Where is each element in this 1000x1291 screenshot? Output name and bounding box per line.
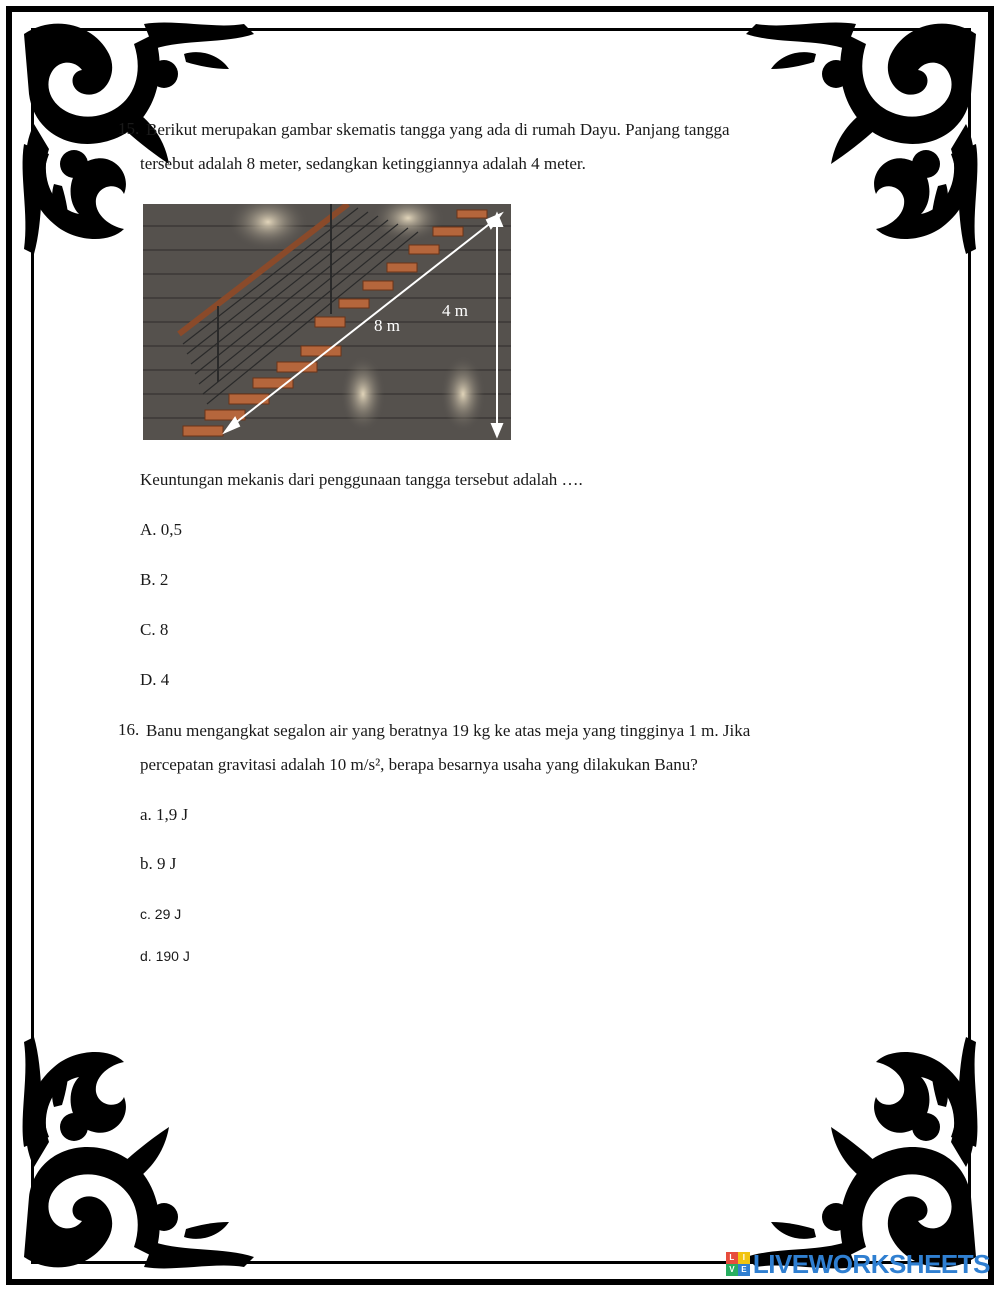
staircase-photo bbox=[143, 204, 511, 440]
liveworksheets-wordmark: LIVEWORKSHEETS bbox=[752, 1248, 990, 1279]
question-16-number: 16. bbox=[118, 720, 140, 739]
question-16-line-2: percepatan gravitasi adalah 10 m/s², berapa besarnya usaha yang dilakukan Banu? bbox=[140, 755, 698, 774]
question-15-prompt: Keuntungan mekanis dari penggunaan tangga tersebut adalah …. bbox=[140, 470, 583, 489]
question-15-line-2: tersebut adalah 8 meter, sedangkan ketinggiannya adalah 4 meter. bbox=[140, 154, 586, 173]
question-15-line-1: Berikut merupakan gambar skematis tangga yang ada di rumah Dayu. Panjang tangga bbox=[146, 120, 730, 139]
question-16-line-1: Banu mengangkat segalon air yang beratnya 19 kg ke atas meja yang tingginya 1 m. Jika bbox=[146, 721, 751, 740]
question-15-option-a[interactable]: A. 0,5 bbox=[140, 520, 183, 539]
question-15-option-d[interactable]: D. 4 bbox=[140, 670, 170, 689]
slope-length-label: 8 m bbox=[374, 316, 400, 335]
liveworksheets-watermark bbox=[726, 1249, 990, 1279]
question-16-option-c[interactable]: c. 29 J bbox=[140, 906, 182, 922]
liveworksheets-logo-icon: L I V E bbox=[726, 1252, 750, 1276]
height-label: 4 m bbox=[442, 301, 468, 320]
question-16-option-b[interactable]: b. 9 J bbox=[140, 854, 177, 873]
question-15-number: 15. bbox=[118, 119, 140, 138]
question-16-option-a[interactable]: a. 1,9 J bbox=[140, 805, 189, 824]
question-15-option-b[interactable]: B. 2 bbox=[140, 570, 169, 589]
question-16-option-d[interactable]: d. 190 J bbox=[140, 948, 190, 964]
question-15-option-c[interactable]: C. 8 bbox=[140, 620, 169, 639]
